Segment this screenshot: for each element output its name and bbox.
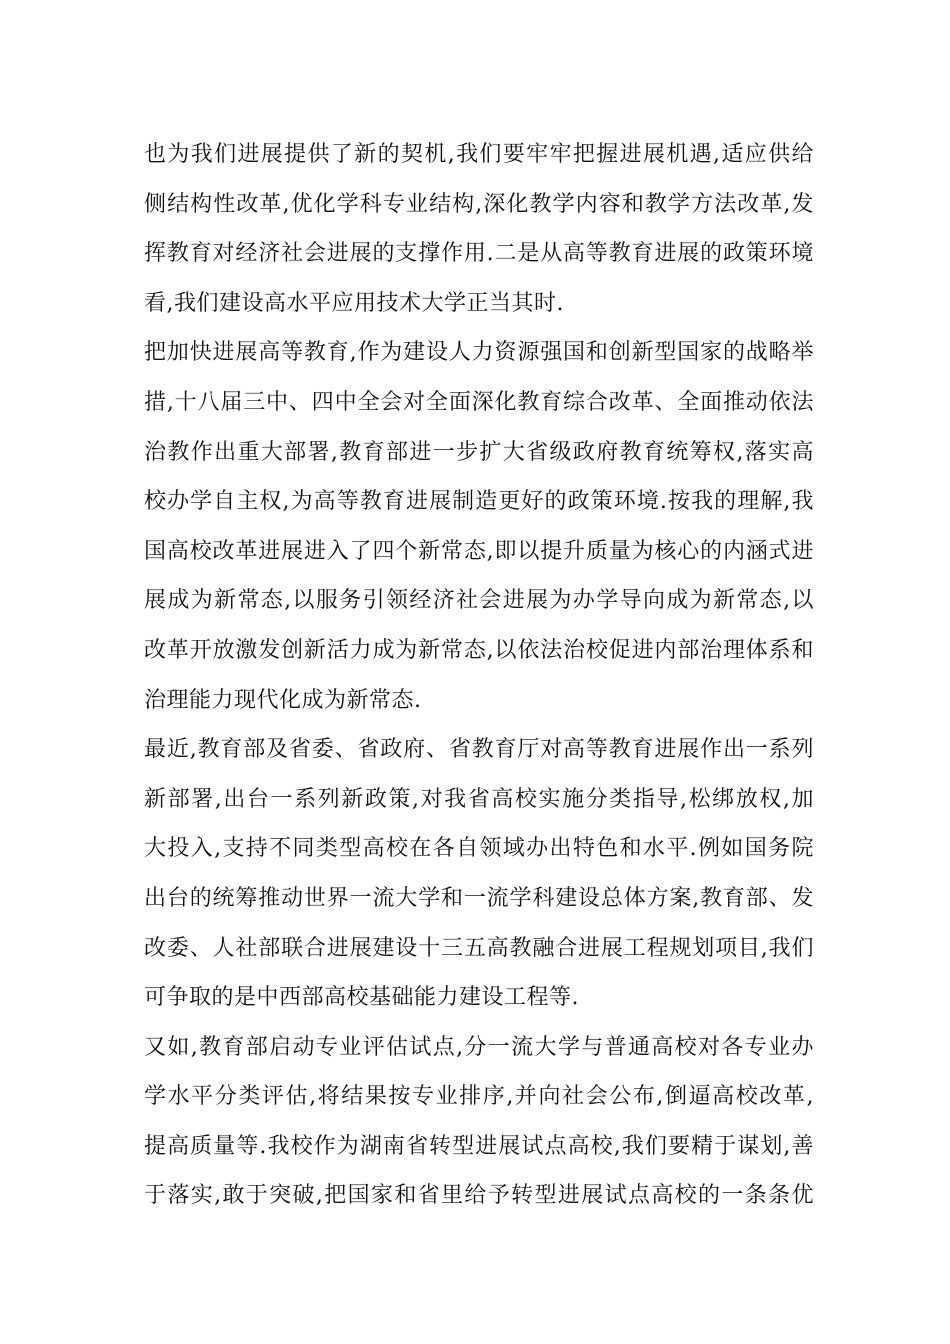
text-line: 新部署,出台一系列新政策,对我省高校实施分类指导,松绑放权,加 [144, 786, 814, 812]
text-line: 也为我们进展提供了新的契机,我们要牢牢把握进展机遇,适应供给 [144, 142, 814, 167]
text-line: 于落实,敢于突破,把国家和省里给予转型进展试点高校的一条条优 [144, 1183, 814, 1209]
text-line: 治理能力现代化成为新常态. [144, 687, 422, 713]
text-line: 把加快进展高等教育,作为建设人力资源强国和创新型国家的战略举 [144, 340, 814, 366]
text-line: 又如,教育部启动专业评估试点,分一流大学与普通高校对各专业办 [144, 1034, 814, 1060]
text-line: 展成为新常态,以服务引领经济社会进展为办学导向成为新常态,以 [144, 588, 814, 614]
paragraph-4 [144, 1023, 814, 1221]
text-line: 校办学自主权,为高等教育进展制造更好的政策环境.按我的理解,我 [144, 489, 814, 515]
text-line: 出台的统筹推动世界一流大学和一流学科建设总体方案,教育部、发 [144, 885, 814, 911]
paragraph-3 [144, 725, 814, 1023]
text-line: 改革开放激发创新活力成为新常态,以依法治校促进内部治理体系和 [144, 637, 814, 663]
text-line: 治教作出重大部署,教育部进一步扩大省级政府教育统筹权,落实高 [144, 439, 814, 465]
text-line: 大投入,支持不同类型高校在各自领域办出特色和水平.例如国务院 [144, 836, 814, 862]
text-line: 看,我们建设高水平应用技术大学正当其时. [144, 290, 564, 316]
text-line: 侧结构性改革,优化学科专业结构,深化教学内容和教学方法改革,发 [144, 191, 814, 217]
text-line: 挥教育对经济社会进展的支撑作用.二是从高等教育进展的政策环境 [144, 241, 814, 267]
text-line: 措,十八届三中、四中全会对全面深化教育综合改革、全面推动依法 [144, 389, 814, 415]
text-line: 可争取的是中西部高校基础能力建设工程等. [144, 985, 579, 1011]
text-line: 提高质量等.我校作为湖南省转型进展试点高校,我们要精于谋划,善 [144, 1133, 814, 1159]
text-line: 最近,教育部及省委、省政府、省教育厅对高等教育进展作出一系列 [144, 737, 814, 763]
text-line: 学水平分类评估,将结果按专业排序,并向社会公布,倒逼高校改革, [144, 1084, 814, 1110]
document-body [144, 130, 814, 1221]
text-line: 改委、人社部联合进展建设十三五高教融合进展工程规划项目,我们 [144, 935, 814, 961]
text-line: 国高校改革进展进入了四个新常态,即以提升质量为核心的内涵式进 [144, 538, 814, 564]
paragraph-2 [144, 328, 814, 725]
paragraph-1 [144, 130, 814, 328]
